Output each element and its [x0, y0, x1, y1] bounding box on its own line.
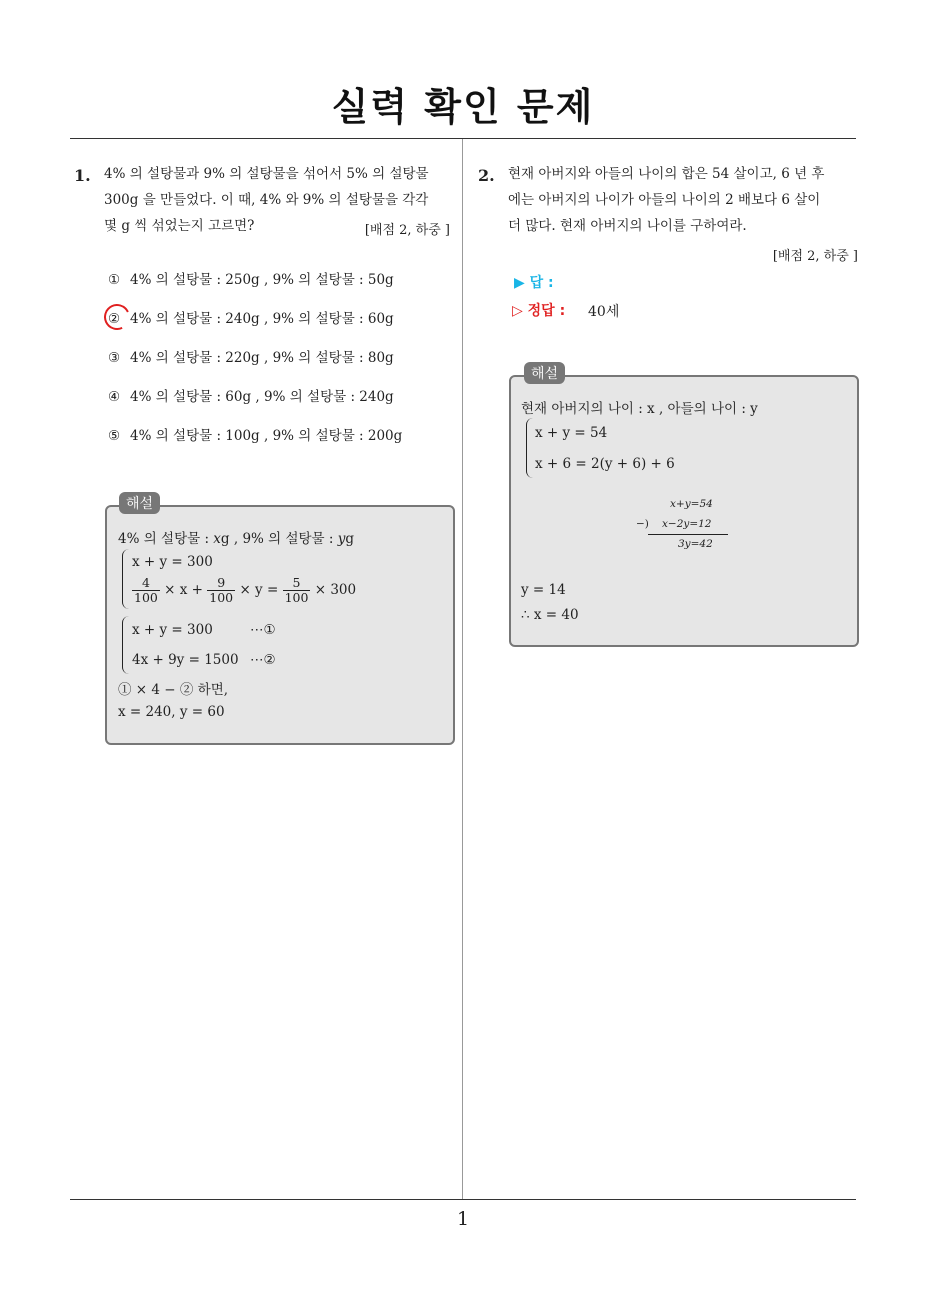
choice-number: ⑤ [108, 428, 121, 444]
q1-sys2-eq2: 4x + 9y = 1500 [132, 652, 239, 668]
choice-text: 4% 의 설탕물 : 100g , 9% 의 설탕물 : 200g [130, 428, 403, 444]
answer-circle-mark [100, 300, 133, 333]
fraction: $\frac{4}{100}$ [134, 575, 158, 605]
calc-line3: 3y=42 [678, 538, 713, 550]
q1-sol-line1-c: g [345, 531, 355, 547]
q1-sol-result: x = 240, y = 60 [118, 704, 225, 720]
q1-choice-3[interactable] [108, 346, 394, 366]
q2-solution-tag: 해설 [524, 362, 565, 384]
q1-sys2-eq2-tag: ⋯② [250, 652, 276, 668]
q2-number: 2. [478, 166, 495, 185]
choice-text: 4% 의 설탕물 : 220g , 9% 의 설탕물 : 80g [130, 350, 394, 366]
q1-choice-4[interactable] [108, 385, 394, 405]
calc-rule [648, 534, 728, 535]
footer-rule [70, 1199, 856, 1200]
page-number: 1 [456, 1208, 470, 1230]
q1-sol-line1-a: 4% 의 설탕물 : [118, 531, 214, 547]
q1-choice-5[interactable] [108, 424, 402, 444]
q1-line2: 300g 을 만들었다. 이 때, 4% 와 9% 의 설탕물을 각각 [104, 192, 429, 208]
calc-line2: x−2y=12 [662, 518, 712, 530]
header-rule [70, 138, 856, 139]
fraction: $\frac{9}{100}$ [209, 575, 234, 605]
calc-minus-op: −) [636, 518, 649, 530]
q2-sol-result1: y = 14 [521, 582, 566, 598]
answer-field-label[interactable]: ▶ 답 : [514, 275, 554, 291]
system-brace [122, 616, 129, 674]
var-x: x [213, 531, 221, 547]
q1-solution-tag: 해설 [119, 492, 160, 514]
q1-sys2-eq1-tag: ⋯① [250, 622, 276, 638]
q1-choice-2[interactable] [108, 307, 394, 327]
choice-text: 4% 의 설탕물 : 60g , 9% 의 설탕물 : 240g [130, 389, 394, 405]
q1-sys1-eq2: $\frac{4}{100}$ × x + $\frac{9}{100}$ × y = $\frac{5}{100}$ × 300 [134, 575, 357, 605]
q2-line1: 현재 아버지와 아들의 나이의 합은 54 살이고, 6 년 후 [508, 166, 825, 182]
q1-sys1-eq1: x + y = 300 [132, 554, 213, 570]
page-title: 실력 확인 문제 [331, 85, 595, 129]
q2-sol-line1: 현재 아버지의 나이 : x , 아들의 나이 : y [521, 401, 758, 417]
choice-text: 4% 의 설탕물 : 250g , 9% 의 설탕물 : 50g [130, 272, 394, 288]
q2-sys-eq2: x + 6 = 2(y + 6) + 6 [535, 456, 675, 472]
q1-meta: [배점 2, 하중 ] [364, 223, 450, 238]
q1-choice-1[interactable] [108, 268, 394, 288]
q2-meta: [배점 2, 하중 ] [772, 249, 858, 264]
q1-sol-step: ① × 4 − ② 하면, [118, 682, 229, 698]
choice-number: ③ [108, 350, 121, 366]
choice-number: ④ [108, 389, 121, 405]
correct-answer-label: ▷ 정답 : [512, 303, 566, 319]
q1-sol-line1-b: g , 9% 의 설탕물 : [220, 531, 338, 547]
q2-sys-eq1: x + y = 54 [535, 425, 608, 441]
calc-line1: x+y=54 [670, 498, 713, 510]
q1-sol-line1 [118, 527, 354, 547]
q2-line2: 에는 아버지의 나이가 아들의 나이의 2 배보다 6 살이 [508, 192, 821, 208]
choice-number: ① [108, 272, 121, 288]
q1-number: 1. [74, 166, 91, 185]
var-y: y [337, 531, 346, 547]
system-brace [526, 418, 533, 478]
q1-line3: 몇 g 씩 섞었는지 고르면? [104, 218, 255, 234]
correct-answer-value: 40세 [588, 304, 620, 320]
fraction: $\frac{5}{100}$ [284, 575, 309, 605]
q1-line1: 4% 의 설탕물과 9% 의 설탕물을 섞어서 5% 의 설탕물 [104, 166, 429, 182]
system-brace [122, 549, 129, 609]
choice-number: ② [108, 311, 121, 327]
q1-sys2-eq1: x + y = 300 [132, 622, 213, 638]
choice-text: 4% 의 설탕물 : 240g , 9% 의 설탕물 : 60g [130, 311, 394, 327]
q2-line3: 더 많다. 현재 아버지의 나이를 구하여라. [508, 218, 747, 234]
column-divider [462, 139, 463, 1199]
q2-sol-result2: ∴ x = 40 [521, 607, 579, 623]
